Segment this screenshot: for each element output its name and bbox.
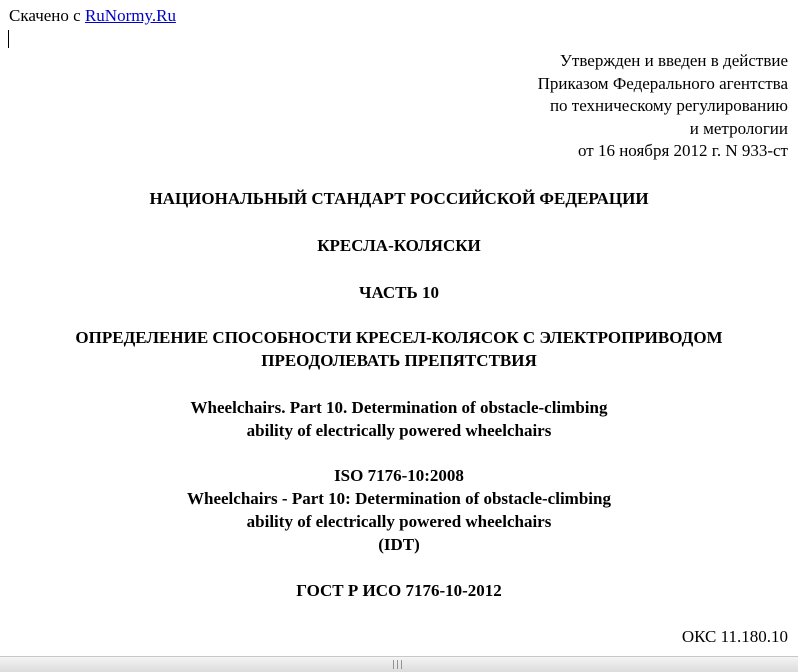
gost-number: ГОСТ Р ИСО 7176-10-2012 <box>296 581 502 600</box>
scrollbar-grip-icon[interactable]: ||| <box>392 660 405 670</box>
approval-line: по техническому регулированию <box>549 96 788 115</box>
iso-reference <box>0 464 798 556</box>
part-number: ЧАСТЬ 10 <box>358 283 439 302</box>
english-title-line: ability of electrically powered wheelchairs <box>246 421 552 440</box>
downloaded-prefix: Скачено с <box>9 6 85 25</box>
approval-line: и метрологии <box>689 118 788 138</box>
approval-line: от 16 ноября 2012 г. N 933-ст <box>578 141 788 160</box>
iso-equivalence: (IDT) <box>378 535 420 554</box>
approval-block <box>538 50 788 163</box>
national-standard-heading: НАЦИОНАЛЬНЫЙ СТАНДАРТ РОССИЙСКОЙ ФЕДЕРАЦИИ <box>149 189 649 208</box>
english-title <box>0 396 798 442</box>
iso-title-line: ability of electrically powered wheelchairs <box>246 512 552 531</box>
approval-line: Утвержден и введен в действие <box>559 51 788 70</box>
horizontal-scrollbar[interactable] <box>0 656 798 672</box>
iso-number: ISO 7176-10:2008 <box>334 466 464 485</box>
english-title-line: Wheelchairs. Part 10. Determination of obstacle-climbing <box>190 398 608 417</box>
text-cursor <box>8 30 9 48</box>
source-line <box>9 5 176 27</box>
standard-name: КРЕСЛА-КОЛЯСКИ <box>317 236 481 255</box>
approval-line: Приказом Федерального агентства <box>537 73 788 93</box>
runormy-link[interactable]: RuNormy.Ru <box>84 6 176 25</box>
okc-code: ОКС 11.180.10 <box>681 627 788 646</box>
iso-title-line: Wheelchairs - Part 10: Determination of obstacle-climbing <box>187 489 611 508</box>
subject-title-line: ОПРЕДЕЛЕНИЕ СПОСОБНОСТИ КРЕСЕЛ-КОЛЯСОК С ЭЛЕКТРОПРИВОДОМ <box>75 328 723 347</box>
subject-title-line: ПРЕОДОЛЕВАТЬ ПРЕПЯТСТВИЯ <box>261 351 537 370</box>
subject-title <box>0 326 798 372</box>
